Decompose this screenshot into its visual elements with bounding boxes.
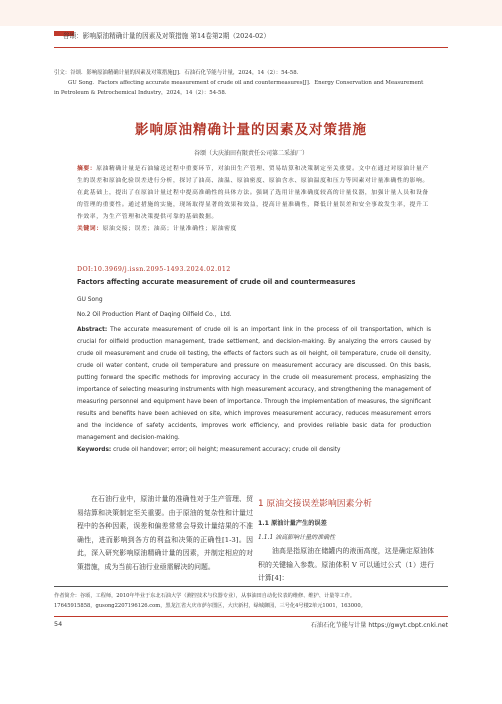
abstract-en-label: Abstract: bbox=[77, 327, 108, 333]
paper-author: 谷颂（大庆油田有限责任公司第二采油厂） bbox=[193, 150, 308, 157]
citation-en-line2: in Petroleum & Petrochemical Industry，2024，14（2）：54-58． bbox=[54, 90, 231, 96]
citation-en-line1: GU Song．Factors affecting accurate measurement of crude oil and countermeasures[J]．Energy Conservation and Measurement bbox=[68, 80, 424, 86]
footnote-line1: 作者简介：谷颂，工程师，2010年毕业于东北石油大学（测控技术与仪器专业），从事油田自动化仪表的维修、维护、计量等工作。 bbox=[54, 593, 356, 599]
abstract-en-text: The accurate measurement of crude oil is an important link in the process of oil transportation, which is crucial for oilfield production management, trade settlement, and decision-making. By analyzing the errors caused by crude oil measurement and crude oil testing, the effects of factors such as oil height, oil temperature, crude oil density, crude oil water content, crude oil temperature and pressure on measurement accuracy are discussed. On this basis, putting forward the specific methods for improving accuracy in the crude oil measurement process, emphasizing the importance of selecting measuring instruments with high measurement accuracy, and strengthening the management of measuring personnel and equipment have been of importance. Through the implementation of measures, the significant results and benefits have been achieved on site, which improves measurement accuracy, reduces measurement errors and the incidence of safety accidents, improves work efficiency, and provides reliable basic data for production management and decision-making. bbox=[77, 327, 431, 441]
intro-paragraph: 在石油行业中，原油计量的准确性对于生产管理、贸易结算和决策制定至关重要。由于原油的复杂性和计量过程中的各种因素，误差和偏差常常会导致计量结果的不准确性，进而影响到各方的利益和决策的正确性[1-3]。因此，深入研究影响原油精确计量的因素，并制定相应的对策措施，成为当前石油行业亟需解决的问题。 bbox=[77, 495, 253, 571]
abstract-en bbox=[77, 324, 431, 456]
page-footer-divider bbox=[54, 616, 448, 617]
keywords-en-label: Keywords: bbox=[77, 447, 112, 453]
subsection-1-1-1-heading: 1.1.1 油高影响计量的准确性 bbox=[258, 534, 336, 541]
footnote-divider bbox=[54, 586, 448, 587]
footnote-line2: 17645915858，gusong2207196126.com，黑龙江省大庆市萨尔图区，大庆新村，绿城御园，三号化4号楼2单元1001，163000。 bbox=[54, 603, 366, 609]
abstract-cn-label: 摘要： bbox=[77, 166, 97, 172]
journal-footer: 石油石化节能与计量 https://gwyt.cbpt.cnki.net bbox=[310, 622, 448, 629]
abstract-cn-text: 原油精确计量是石油输送过程中重要环节，对油田生产管理、贸易结算和决策制定至关重要。文中在通过对原油计量产生的误差和原油化验误差进行分析，探讨了油高、油温、原油密度、原油含水、原油温度和压力等因素对计量准确性的影响。在此基础上，提出了在原油计量过程中提高准确性的具体方法。强调了选用计量准确度较高的计量仪器，加强计量人员和设备的管理的重要性。通过措施的实施，现场取得显著的效果和效益，提高计量准确性，降低计量误差和安全事故发生率，提升工作效率，为生产管理和决策提供可靠的基础数据。 bbox=[77, 166, 429, 220]
doi: DOI:10.3969/j.issn.2095-1493.2024.02.012 bbox=[77, 266, 231, 273]
page-number: 54 bbox=[54, 620, 63, 628]
keywords-en: crude oil handover; error; oil height; measurement accuracy; crude oil density bbox=[113, 447, 341, 453]
keywords-cn: 原油交接；误差；油高；计量准确性；原油密度 bbox=[102, 226, 237, 232]
english-author: GU Song bbox=[77, 297, 103, 303]
header-divider bbox=[54, 47, 448, 48]
paper-title: 影响原油精确计量的因素及对策措施 bbox=[135, 122, 367, 138]
abstract-cn bbox=[77, 163, 431, 235]
header-band bbox=[0, 0, 502, 26]
author-footnote bbox=[54, 591, 448, 611]
section-1-heading: 1 原油交接误差影响因素分析 bbox=[258, 499, 372, 509]
section-1-paragraph: 油高是指原油在储罐内的液面高度，这是确定原油体积的关键输入参数。原油体积 V 可以通过公式（1）进行计算[4]： bbox=[258, 547, 434, 583]
citation-block bbox=[54, 68, 448, 98]
english-title: Factors affecting accurate measurement of crude oil and countermeasures bbox=[77, 278, 356, 286]
english-affiliation: No.2 Oil Production Plant of Daqing Oilfield Co.，Ltd. bbox=[77, 312, 232, 318]
citation-cn: 引文：谷颂．影响原油精确计量的因素及对策措施[J]．石油石化节能与计量，2024，14（2）：54-58． bbox=[54, 70, 303, 76]
subsection-1-1-heading: 1.1 原油计量产生的误差 bbox=[258, 520, 327, 527]
keywords-cn-label: 关键词： bbox=[77, 226, 103, 232]
running-title: 谷颂：影响原油精确计量的因素及对策措施 第14卷第2期（2024-02） bbox=[63, 32, 270, 40]
